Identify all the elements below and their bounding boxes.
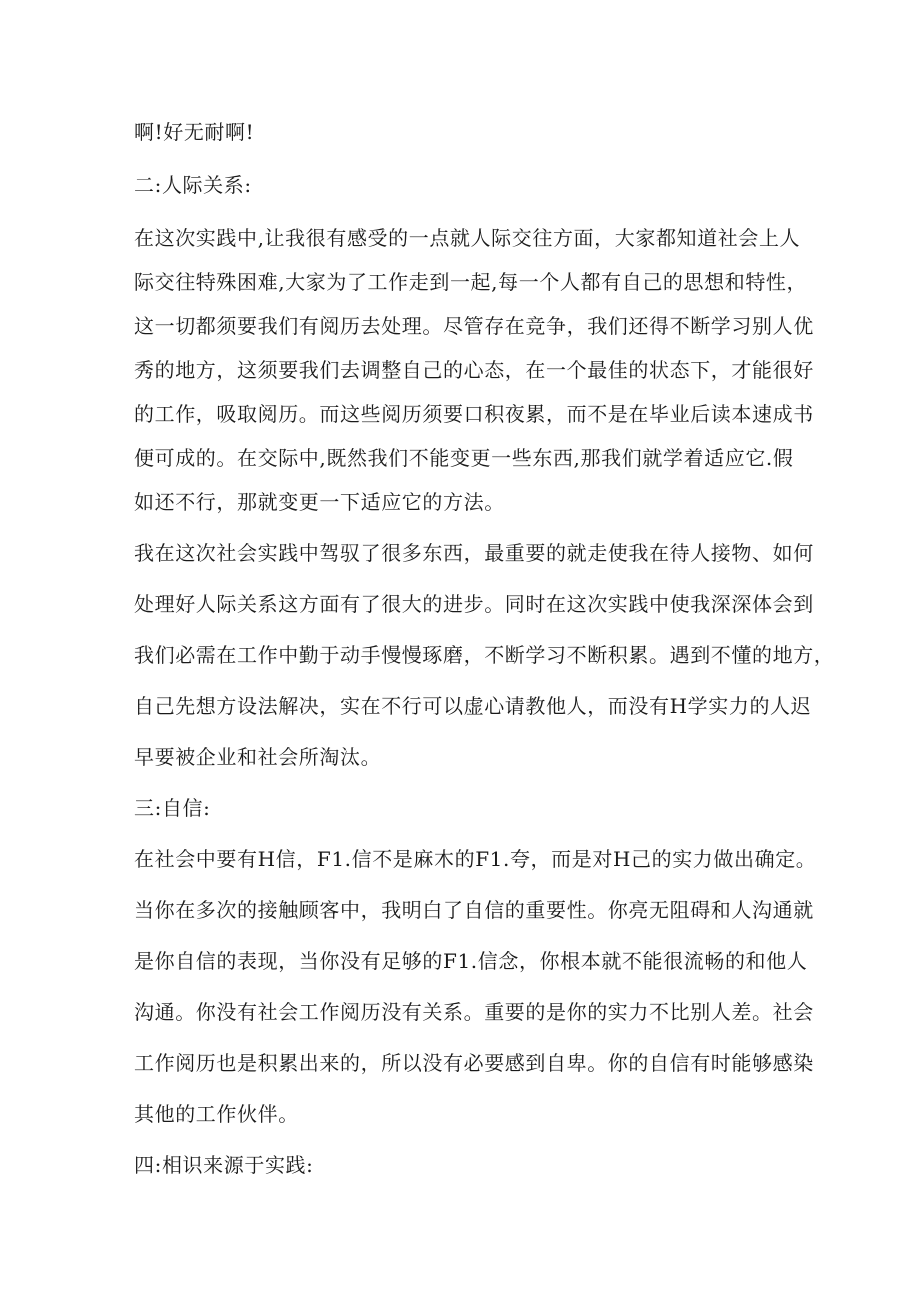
text-line: 这一切都须要我们有阅历去处理。尽管存在竞争，我们还得不断学习别人优: [134, 314, 814, 338]
text-line: 啊!好无耐啊!: [134, 120, 255, 144]
text-line: 当你在多次的接触顾客中，我明白了自信的重要性。你亮无阻碍和人沟通就: [134, 898, 814, 922]
text-line: 如还不行，那就变更一下适应它的方法。: [134, 490, 505, 514]
section-heading: 二:人际关系:: [134, 173, 252, 197]
text-line: 我在这次社会实践中驾驭了很多东西，最重要的就走使我在待人接物、如何: [134, 541, 814, 565]
text-line: 其他的工作伙伴。: [134, 1102, 299, 1126]
text-line: 在这次实践中,让我很有感受的一点就人际交往方面，大家都知道社会上人: [134, 226, 801, 250]
section-heading: 三:自信:: [134, 796, 211, 820]
text-line: 工作阅历也是积累出来的，所以没有必要感到自卑。你的自信有时能够感染: [134, 1051, 814, 1075]
text-line: 自己先想方设法解决，实在不行可以虚心请教他人，而没有H学实力的人迟: [134, 694, 812, 718]
text-line: 是你自信的表现，当你没有足够的F1.信念，你根本就不能很流畅的和他人: [134, 949, 808, 973]
section-heading: 四:相识来源于实践:: [134, 1153, 314, 1177]
text-line: 的工作，吸取阅历。而这些阅历须要口积夜累，而不是在毕业后读本速成书: [134, 402, 814, 426]
text-line: 秀的地方，这须要我们去调整自己的心态，在一个最佳的状态下，才能很好: [134, 358, 814, 382]
text-line: 处理好人际关系这方面有了很大的进步。同时在这次实践中使我深深体会到: [134, 592, 814, 616]
text-line: 我们必需在工作中勤于动手慢慢琢磨，不断学习不断积累。遇到不懂的地方，: [134, 643, 835, 667]
text-line: 便可成的。在交际中,既然我们不能变更一些东西,那我们就学着适应它.假: [134, 446, 794, 470]
text-line: 早要被企业和社会所淘汰。: [134, 745, 382, 769]
text-line: 在社会中要有H信，F1.信不是麻木的F1.夸，而是对H己的实力做出确定。: [134, 847, 817, 871]
text-line: 际交往特殊困难,大家为了工作走到一起,每一个人都有自己的思想和特性，: [134, 270, 808, 294]
text-line: 沟通。你没有社会工作阅历没有关系。重要的是你的实力不比别人差。社会: [134, 1000, 814, 1024]
